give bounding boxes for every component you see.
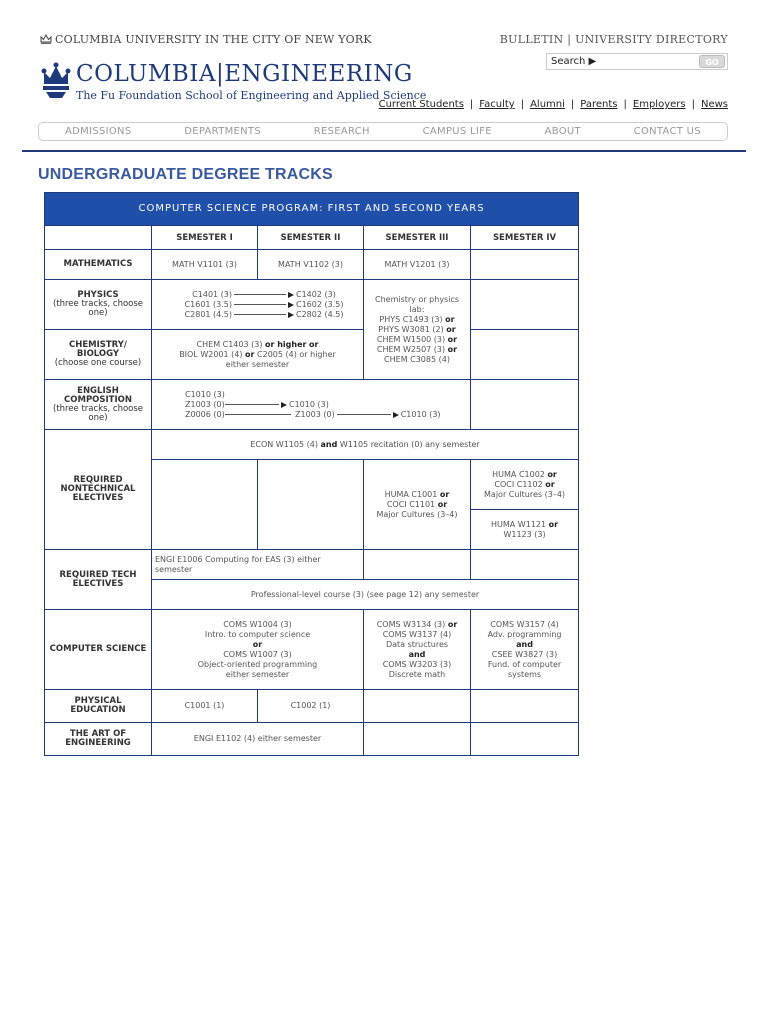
- arrow-icon: [393, 412, 399, 418]
- nav-campus-life[interactable]: CAMPUS LIFE: [422, 126, 492, 137]
- or-label: or: [309, 339, 319, 349]
- pe-s4: [471, 690, 579, 723]
- page-title: UNDERGRADUATE DEGREE TRACKS: [38, 166, 333, 183]
- cs-course: COMS W3157 (4): [490, 619, 559, 629]
- logo-subtitle: The Fu Foundation School of Engineering and Applied Science: [76, 89, 427, 102]
- semester-1-header: SEMESTER I: [152, 226, 258, 250]
- pe-s3: [364, 690, 471, 723]
- cs-course: COMS W1007 (3): [223, 649, 292, 659]
- chemistry-sub: (choose one course): [54, 358, 142, 368]
- physics-s4: [471, 280, 579, 330]
- cs-course-desc: Discrete math: [388, 669, 446, 679]
- tech-engi: ENGI E1006 Computing for EAS (3) either semester: [152, 550, 364, 580]
- physics-s2-c: C2802 (4.5): [296, 309, 344, 319]
- tech-s4: [471, 550, 579, 580]
- cs-s1-s2: [152, 610, 364, 690]
- nav-about[interactable]: ABOUT: [544, 126, 581, 137]
- row-header-chemistry: [45, 330, 152, 380]
- row-header-pe: PHYSICAL EDUCATION: [45, 690, 152, 723]
- lab-item: PHYS C1493 (3): [379, 314, 443, 324]
- lab-heading: Chemistry or physics lab:: [374, 294, 460, 314]
- university-line-text: COLUMBIA UNIVERSITY IN THE CITY OF NEW YORK: [55, 33, 372, 46]
- major-cultures: Major Cultures (3–4): [376, 509, 458, 519]
- search-box[interactable]: [546, 53, 728, 70]
- or-label: or: [437, 499, 448, 509]
- chemistry-s4: [471, 330, 579, 380]
- either-semester: either semester: [225, 359, 290, 369]
- huma-course: HUMA C1002: [492, 469, 545, 479]
- main-nav: [38, 122, 728, 141]
- huma-course: HUMA W1121: [491, 519, 547, 529]
- physics-s1-s2: [152, 280, 364, 330]
- cs-s4: [471, 610, 579, 690]
- coci-course: COCI C1101: [386, 499, 436, 509]
- english-s1-b: Z1003 (0): [185, 399, 225, 409]
- nav-contact-us[interactable]: CONTACT US: [633, 126, 701, 137]
- lab-item: CHEM W1500 (3): [376, 334, 446, 344]
- english-s3: C1010 (3): [400, 409, 441, 419]
- cs-course-desc: Intro. to computer science: [204, 629, 311, 639]
- huma-course: HUMA C1001: [384, 489, 438, 499]
- link-faculty[interactable]: Faculty: [479, 99, 515, 110]
- english-s2-a: C1010 (3): [289, 399, 329, 409]
- or-label: or: [245, 349, 255, 359]
- nontech-s3: [364, 460, 471, 550]
- cs-course-desc: Data structures: [385, 639, 449, 649]
- or-label: or: [252, 639, 263, 649]
- nontech-s4-a: [471, 460, 579, 510]
- aoe-s1-s2: ENGI E1102 (4) either semester: [152, 723, 364, 756]
- nontech-s1: [152, 460, 258, 550]
- cs-course: COMS W3134 (3): [376, 619, 446, 629]
- semester-4-header: SEMESTER IV: [471, 226, 579, 250]
- nontech-s4-b: [471, 510, 579, 550]
- cs-course: COMS W3203 (3): [382, 659, 452, 669]
- physics-s1-b: C1601 (3.5): [184, 299, 232, 309]
- chem-physics-lab: [364, 280, 471, 380]
- audience-links: Current Students | Faculty | Alumni | Parents | Employers | News: [378, 99, 728, 110]
- semester-3-header: SEMESTER III: [364, 226, 471, 250]
- crown-logo-icon: [40, 62, 72, 100]
- math-s3: MATH V1201 (3): [364, 250, 471, 280]
- cs-course: COMS W1004 (3): [223, 619, 292, 629]
- tech-professional: Professional-level course (3) (see page 12) any semester: [152, 580, 579, 610]
- aoe-s4: [471, 723, 579, 756]
- physics-s1-a: C1401 (3): [192, 289, 232, 299]
- link-employers[interactable]: Employers: [632, 99, 686, 110]
- lab-item: PHYS W3081 (2): [378, 324, 444, 334]
- english-s1-s3: [152, 380, 471, 430]
- cs-s3: [364, 610, 471, 690]
- header-divider: [22, 150, 746, 152]
- logo-title: COLUMBIA|ENGINEERING: [76, 61, 413, 87]
- major-cultures: Major Cultures (3–4): [484, 489, 566, 499]
- or-label: or: [445, 314, 455, 324]
- and-label: and: [516, 639, 533, 649]
- go-button[interactable]: GO: [699, 55, 725, 68]
- arrow-icon: [288, 312, 294, 318]
- cs-course: CSEE W3827 (3): [491, 649, 558, 659]
- pe-s1: C1001 (1): [152, 690, 258, 723]
- semester-2-header: SEMESTER II: [258, 226, 364, 250]
- pe-s2: C1002 (1): [258, 690, 364, 723]
- or-label: or: [446, 324, 456, 334]
- coci-course: COCI C1102: [494, 479, 543, 489]
- tech-s3: [364, 550, 471, 580]
- or-label: or: [439, 489, 450, 499]
- biol-alt-course: C2005 (4): [257, 349, 297, 359]
- either-semester: either semester: [225, 669, 290, 679]
- degree-track-table: [44, 192, 578, 756]
- math-s2: MATH V1102 (3): [258, 250, 364, 280]
- chemistry-s1-s2: [152, 330, 364, 380]
- row-header-physics: [45, 280, 152, 330]
- or-label: or: [447, 344, 458, 354]
- english-label: ENGLISH COMPOSITION: [64, 385, 132, 405]
- physics-s2-b: C1602 (3.5): [296, 299, 344, 309]
- english-sub: (three tracks, choose one): [52, 403, 144, 423]
- biol-course: BIOL W2001 (4): [179, 349, 243, 359]
- university-line[interactable]: [40, 33, 372, 46]
- econ-recitation: W1105 recitation (0) any semester: [339, 439, 480, 449]
- row-header-cs: COMPUTER SCIENCE: [45, 610, 152, 690]
- arrow-icon: [288, 292, 294, 298]
- columbia-engineering-logo[interactable]: [40, 61, 427, 102]
- link-news[interactable]: News: [700, 99, 728, 110]
- cs-course-desc: Adv. programming: [487, 629, 562, 639]
- physics-label: PHYSICS: [77, 290, 119, 300]
- nav-research[interactable]: RESEARCH: [313, 126, 370, 137]
- math-s4: [471, 250, 579, 280]
- huma-alt-course: W1123 (3): [503, 529, 546, 539]
- lab-item: CHEM C3085 (4): [384, 354, 450, 364]
- chem-course: CHEM C1403 (3): [196, 339, 263, 349]
- aoe-s3: [364, 723, 471, 756]
- cs-course-desc: Object-oriented programming: [197, 659, 318, 669]
- link-parents[interactable]: Parents: [580, 99, 618, 110]
- or-label: or: [545, 479, 555, 489]
- physics-s1-c: C2801 (4.5): [184, 309, 232, 319]
- or-label: or: [447, 619, 458, 629]
- row-header-english: [45, 380, 152, 430]
- row-header-aoe: THE ART OF ENGINEERING: [45, 723, 152, 756]
- row-header-tech: REQUIRED TECH ELECTIVES: [45, 550, 152, 610]
- table-title: COMPUTER SCIENCE PROGRAM: FIRST AND SECOND YEARS: [45, 193, 579, 226]
- cs-course: COMS W3137 (4): [382, 629, 452, 639]
- english-s1-a: C1010 (3): [185, 389, 225, 399]
- math-s1: MATH V1101 (3): [152, 250, 258, 280]
- link-current-students[interactable]: Current Students: [378, 99, 464, 110]
- or-label: or: [547, 469, 557, 479]
- english-s2-b: Z1003 (0): [295, 409, 335, 419]
- physics-s2-a: C1402 (3): [296, 289, 336, 299]
- english-s4: [471, 380, 579, 430]
- corner-cell: [45, 226, 152, 250]
- or-label: or: [447, 334, 458, 344]
- crown-icon: [40, 34, 52, 44]
- and-label: and: [320, 439, 338, 449]
- row-header-mathematics: MATHEMATICS: [45, 250, 152, 280]
- bulletin-directory-links[interactable]: BULLETIN | UNIVERSITY DIRECTORY: [499, 33, 728, 46]
- econ-any-semester: [152, 430, 579, 460]
- nontech-s2: [258, 460, 364, 550]
- english-s1-c: Z0006 (0): [185, 409, 225, 419]
- and-label: and: [408, 649, 426, 659]
- lab-item: CHEM W2507 (3): [376, 344, 446, 354]
- or-higher-label: or higher: [265, 339, 307, 349]
- or-higher-label: or higher: [299, 349, 336, 359]
- row-header-nontech: REQUIRED NONTECHNICAL ELECTIVES: [45, 430, 152, 550]
- chemistry-label: CHEMISTRY/ BIOLOGY: [68, 340, 128, 359]
- arrow-icon: [288, 302, 294, 308]
- physics-sub: (three tracks, choose one): [52, 299, 144, 318]
- nav-departments[interactable]: DEPARTMENTS: [184, 126, 261, 137]
- econ-course: ECON W1105 (4): [250, 439, 318, 449]
- nav-admissions[interactable]: ADMISSIONS: [65, 126, 132, 137]
- arrow-icon: [281, 402, 287, 408]
- or-label: or: [548, 519, 559, 529]
- search-label: Search ▶: [551, 56, 597, 67]
- link-alumni[interactable]: Alumni: [530, 99, 565, 110]
- cs-course-desc: Fund. of computer systems: [487, 659, 562, 679]
